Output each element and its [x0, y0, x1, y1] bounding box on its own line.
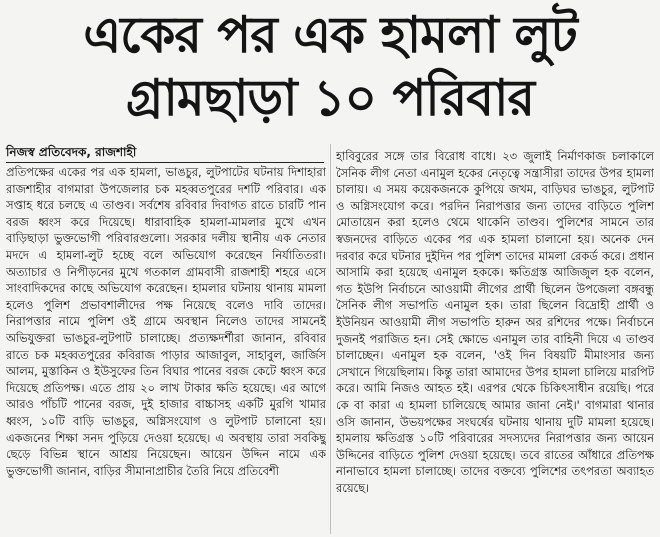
column-2-text: হাবিবুরের সঙ্গে তার বিরোধ বাধে। ২৩ জুলাই নির্মাণকাজ চলাকালে সৈনিক লীগ নেতা এনামুল হকের নেতৃত্বে সন্ত্রাসীরা তাদের উপর হামলা চালায়। এ সময় কয়েকজনকে কুপিয়ে জখম, বাড়িঘর ভাঙচুর, লুটপাট ও অগ্নিসংযোগ করে। পরদিন নিরাপত্তার জন্য তাদের বাড়িতে পুলিশ মোতায়েন করা হলেও থেমে থাকেনি তাণ্ডব। পুলিশের সামনে তার স্বজনদের বাড়িতে একের পর এক হামলা চালানো হয়। অনেক দেন দরবার করে ঘটনার দুইদিন পর পুলিশ তাদের মামলা রেকর্ড করে। প্রধান আসামি করা হয়েছে এনামুল হককে। ক্ষতিগ্রস্ত আজিজুল হক বলেন, গত ইউপি নির্বাচনে আওয়ামী লীগের প্রার্থী ছিলেন উপজেলা বঙ্গবন্ধু সৈনিক লীগ সভাপতি এনামুল হক। তারা ছিলেন বিদ্রোহী প্রার্থী ও ইউনিয়ন আওয়ামী লীগ সভাপতি হারুন অর রশিদের পক্ষে। নির্বাচনে দুজনই পরাজিত হন। সেই ক্ষোভে এনামুল তার বাহিনী দিয়ে এ তাণ্ডব চালাচ্ছেন। এনামুল হক বলেন, 'ওই দিন বিষয়টি মীমাংসার জন্য সেখানে গিয়েছিলাম। কিন্তু তারা আমাদের উপর হামলা চালিয়ে মারপিট করে। আমি নিজও আহত হই। এরপর থেকে চিকিৎসাধীন রয়েছি। পরে কে বা কারা এ হামলা চালিয়েছে আমার জানা নেই।' বাগমারা থানার ওসি জানান, উভয়পক্ষের সংঘর্ষের ঘটনায় থানায় দুটি মামলা হয়েছে। হামলায় ক্ষতিগ্রস্ত ১০টি পরিবারের সদস্যদের নিরাপত্তার জন্য আয়েন উদ্দিনের বাড়িতে পুলিশ দেওয়া হয়েছে। তবে রাতের আঁধারে প্রতিপক্ষ নানাভাবে হামলা চালাচ্ছে। তাদের বক্তব্যে পুলিশের তৎপরতা অব্যাহত রয়েছে। — [336, 149, 654, 495]
headline-line-2: গ্রামছাড়া ১০ পরিবার — [125, 69, 535, 127]
article-column-1 — [6, 164, 326, 534]
byline-rule — [6, 162, 324, 163]
column-1-text: প্রতিপক্ষের একের পর এক হামলা, ভাঙচুর, লুটপাটের ঘটনায় দিশাহারা রাজশাহীর বাগমারা উপজেলার চক মহব্বতপুরের দশটি পরিবার। এক সপ্তাহ ধরে চলছে এ তাণ্ডব। সর্বশেষ রবিবার দিবাগত রাতে চারটি পান বরজ ধ্বংস করে দিয়েছে। ধারাবাহিক হামলা-মামলার মুখে এখন বাড়িছাড়া ভুক্তভোগী পরিবারগুলো। সরকার দলীয় স্থানীয় এক নেতার মদদে এ হামলা-লুট হচ্ছে বলে অভিযোগ করেছেন নির্যাতিতরা। অত্যাচার ও নিপীড়নের মুখে গতকাল গ্রামবাসী রাজশাহী শহরে এসে সাংবাদিকদের কাছে অভিযোগ করেছেন। হামলার ঘটনায় থানায় মামলা হলেও পুলিশ প্রভাবশালীদের পক্ষ নিয়েছে বলেও দাবি তাদের। নিরাপত্তার নামে পুলিশ ওই গ্রামে অবস্থান নিলেও তাদের সামনেই অভিযুক্তরা ভাঙচুর-লুটপাট চালাচ্ছে। প্রত্যক্ষদর্শীরা জানান, রবিবার রাতে চক মহব্বতপুরের কবিরাজ পাড়ার আজাবুল, সাহাবুল, জার্জিস আলম, মুস্তাকিন ও ইউসুফের তিন বিঘার পানের বরজ কেটে ধ্বংস করে দিয়েছে প্রতিপক্ষ। এতে প্রায় ২০ লাখ টাকার ক্ষতি হয়েছে। এর আগে আরও পাঁচটি পানের বরজ, দুই হাজার বাচ্চাসহ একটি মুরগি খামার ধ্বংস, ১০টি বাড়ি ভাঙচুর, অগ্নিসংযোগ ও লুটপাট চালানো হয়। একজনের শিক্ষা সনদ পুড়িয়ে দেওয়া হয়েছে। এ অবস্থায় তারা সবকিছু ছেড়ে বিভিন্ন স্থানে আশ্রয় নিয়েছেন। আয়েন উদ্দিন নামে এক ভুক্তভোগী জানান, বাড়ির সীমানাপ্রাচীর তৈরি নিয়ে প্রতিবেশী — [6, 165, 326, 478]
column-divider — [330, 144, 331, 534]
headline — [0, 4, 660, 130]
headline-line-1: একের পর এক হামলা লুট — [83, 6, 577, 64]
article-column-2 — [336, 148, 654, 534]
byline — [6, 144, 324, 163]
byline-text: নিজস্ব প্রতিবেদক, রাজশাহী — [6, 145, 137, 159]
